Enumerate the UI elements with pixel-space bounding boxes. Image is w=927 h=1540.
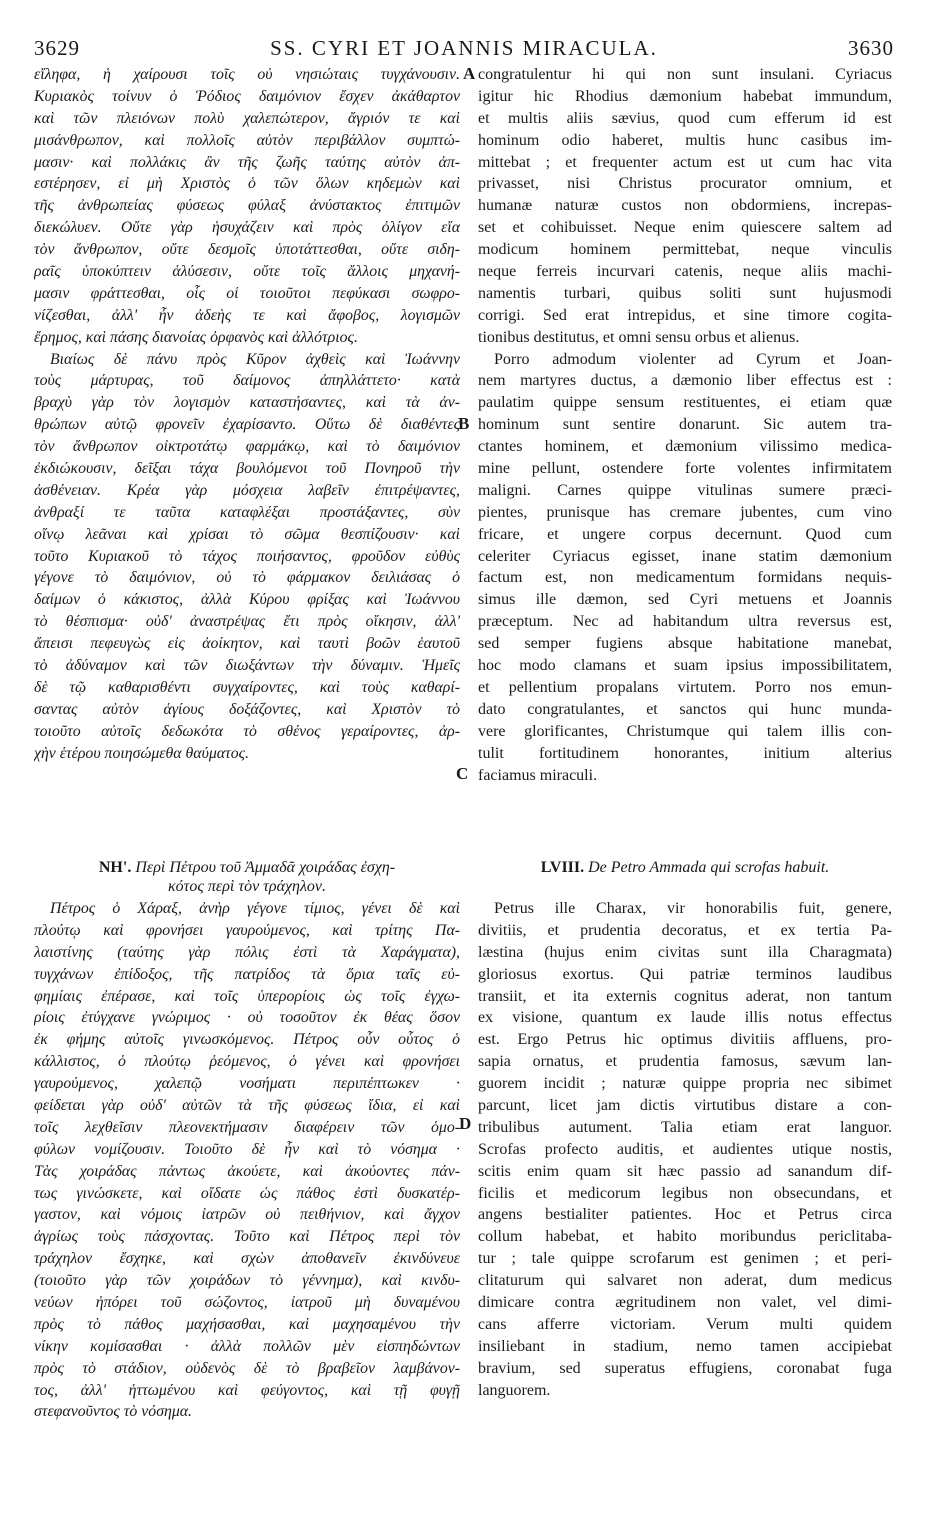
latin-section-title: De Petro Ammada qui scrofas habuit. — [588, 859, 830, 876]
greek-paragraph-3 — [34, 898, 460, 1423]
text-line: οἴνῳ λεᾶναι καὶ χρίσαι τὸ σῶμα θεσπίζουσιν· καὶ — [34, 525, 460, 543]
text-line: hominum odio haberet, multis hunc casibus im- — [478, 131, 892, 149]
greek-paragraph-2 — [34, 349, 460, 765]
text-line: set et cohibuisset. Neque enim quiescere saltem ad — [478, 219, 892, 237]
text-line: τὸ θέσπισμα· οὐδ' ἀναστρέψας ἔτι πρὸς οἴκησιν, ἀλλ' — [34, 613, 460, 631]
greek-column — [34, 64, 460, 765]
text-line: sed semper fugiens absque habitatione manebat, — [478, 635, 892, 653]
text-line: dato congratulantes, et sanctos qui hunc munda- — [478, 700, 892, 718]
text-line: maligni. Carnes quippe vitulinas sumere præci- — [478, 481, 892, 499]
text-line: fricare, et ungere corpus decernunt. Quod cum — [478, 525, 892, 543]
text-line: τράχηλον ἔσχηκε, καὶ σχὼν ἀποθανεῖν ἐκινδύνευε — [34, 1250, 460, 1268]
text-line: clitaturum qui salvaret non aderat, dum medicus — [478, 1272, 892, 1290]
text-line: διεκώλυεν. Οὔτε γὰρ ἡσυχάζειν καὶ πρὸς ὀλίγον εἴα — [34, 219, 460, 237]
text-line: transiit, et ita externis cognitus aderat, non tantum — [478, 987, 892, 1005]
text-line: γαυρούμενος, χαλεπῷ νοσήματι περιπέπτωκεν · — [34, 1075, 460, 1093]
text-line: pientes, prunisque has cremare jubentes, cum vino — [478, 503, 892, 521]
text-line: δαίμων ὁ κάκιστος, ἀλλὰ Κύρου φρίξας καὶ Ἰωάννου — [34, 591, 460, 609]
text-line: factum est, non medicamentum formidans nequis- — [478, 569, 892, 587]
text-line: hoc modo clamans et suam ipsius impossibilitatem, — [478, 657, 892, 675]
text-line: tionibus destitutus, et omni sensu orbus et alienus. — [478, 328, 800, 346]
text-line: præceptum. Nec ad habitandum ultra reversus est, — [478, 613, 892, 631]
text-line: celeriter Cyriacus egisset, inane statim dæmonium — [478, 547, 892, 565]
text-line: faciamus miraculi. — [478, 766, 598, 784]
text-line: bravium, sed superatus effugiens, coronabat fuga — [478, 1359, 892, 1377]
text-line: κάλλιστος, ὁ πλούτῳ ῥεόμενος, ὁ γένει καὶ φρονήσει — [34, 1053, 460, 1071]
text-line: insiliebant in stadium, nemo tamen accipiebat — [478, 1337, 892, 1355]
text-line: et multis aliis sævius, quod cum efferum id est — [478, 109, 892, 127]
text-line: εἴληφα, ἡ χαίρουσι τοῖς οὐ νησιώταις τυγχάνουσιν. — [34, 66, 460, 83]
text-line: mine pellunt, ostendere forte volentes infirmitatem — [478, 460, 892, 478]
text-line: divitiis, et prudentia decoratus, et ex tertia Pa- — [478, 921, 892, 939]
text-line: ἐκδιώκουσιν, δεῖξαι τάχα βουλόμενοι τοῦ Πονηροῦ τὴν — [34, 460, 460, 478]
text-line: τοῖς λεχθεῖσιν πλεονεκτήμασιν διαφέρειν τῶν ὁμο- — [34, 1118, 460, 1136]
page-number-left: 3629 — [34, 36, 80, 60]
text-line: et pellentium propalans virtutem. Porro nos emun- — [478, 678, 892, 696]
greek-section-title-line1: Περὶ Πέτρου τοῦ Ἀμμαδᾶ χοιράδας ἐσχη- — [135, 859, 396, 876]
text-line: tur ; tale quippe scrofarum est genimen ; et peri- — [478, 1250, 892, 1268]
text-line: (τοιοῦτο γὰρ τῶν χοιράδων τὸ γέννημα), καὶ κινδυ- — [34, 1272, 460, 1290]
text-line: ctantes hominem, et dæmonium vilissimo medica- — [478, 438, 892, 456]
text-line: ficilis et medicorum legibus non obsecundans, et — [478, 1184, 892, 1202]
text-line: τὸν ἄνθρωπον, οὔτε δεσμοῖς ὑποτάττεσθαι, οὔτε σιδη- — [34, 241, 460, 259]
text-line: καὶ τῶν πλειόνων πολὺ χαλεπώτερον, ἄγριόν τε καὶ — [34, 109, 460, 127]
text-line: ἄπεισι πεφευγὼς εἰς ἀοίκητον, καὶ ταυτὶ βοῶν ἑαυτοῦ — [34, 635, 460, 653]
margin-marker-d: D — [459, 1114, 472, 1133]
text-line: læstina (hujus enim civitas sunt illa Charagmata) — [478, 943, 892, 961]
text-line: est. Ergo Petrus hic optimus divitiis affluens, pro- — [478, 1031, 892, 1049]
text-line: σαντας αὐτὸν ἁγίους δοξάζοντες, καὶ Χριστὸν τὸ — [34, 700, 460, 718]
text-line: Τὰς χοιράδας πάντως ἀκούετε, καὶ ἀκούοντες πάν- — [34, 1162, 460, 1180]
greek-section-heading — [34, 858, 460, 896]
text-line: εστέρησεν, εἰ μὴ Χριστὸς ὁ τῶν ὅλων κηδεμὼν καὶ — [34, 175, 460, 193]
text-line: hominum sunt sentire donarunt. Sic autem tra- — [478, 416, 892, 434]
text-line: νίκην κομίσασθαι · ἀλλὰ πολλῶν μὲν εἰσπηδώντων — [34, 1337, 460, 1355]
text-line: angens bestialiter patientes. Hoc et Petrus circa — [478, 1206, 892, 1224]
text-line: humanæ naturæ custos non obdormiens, increpas- — [478, 197, 892, 215]
running-title: SS. CYRI ET JOANNIS MIRACULA. — [270, 36, 658, 60]
text-line: μισάνθρωπον, καὶ πολλοῖς αὐτὸν περιβάλλον συμπτώ- — [34, 131, 460, 149]
text-line: τοὺς μάρτυρας, τοῦ δαίμονος ἀπηλλάττετο· κατὰ — [34, 372, 460, 390]
text-line: scitis enim quam sit hæc passio ad sanandum dif- — [478, 1162, 892, 1180]
text-line: νεύων ἠπόρει τοῦ σώζοντος, ἰατροῦ μὴ δυναμένου — [34, 1294, 460, 1312]
text-line: ἀγρίως τοὺς πάσχοντας. Τοῦτο καὶ Πέτρος περὶ τὸν — [34, 1228, 460, 1246]
text-line: vere glorificantes, Christumque qui talem illis con- — [478, 722, 892, 740]
text-line: collum habebat, et habito moribundus periclitaba- — [478, 1228, 892, 1246]
text-line: mittebat ; et frequenter actum est ut cum hac vita — [478, 153, 892, 171]
text-line: namentis turbari, quibus soliti sunt hujusmodi — [478, 284, 892, 302]
text-line: τοῦτο Κυριακοῦ τὸ τάχος ποιήσαντος, φροῦδον εὐθὺς — [34, 547, 460, 565]
text-line: τυγχάνων ἐπίδοξος, τῆς πατρίδος τὰ ὅρια ταῖς εὐ- — [34, 965, 460, 983]
text-line: ἐκ φήμης αὐτοῖς γινωσκόμενος. Πέτρος οὖν οὗτος ὁ — [34, 1031, 460, 1049]
text-line: βραχὺ γὰρ τὸν λογισμὸν καταστήσαντες, καὶ τὰ ἀν- — [34, 394, 460, 412]
text-line: Petrus ille Charax, vir honorabilis fuit, genere, — [494, 900, 892, 917]
text-line: ρίοις ἐτύγχανε γνώριμος · οὐ τοσοῦτον ἐκ θέας ὅσον — [34, 1009, 460, 1027]
text-line: cans afferre victoriam. Verum multi quidem — [478, 1315, 892, 1333]
text-line: ἔρημος, καὶ πάσης διανοίας ὀρφανὸς καὶ ἀλλότριος. — [34, 328, 358, 346]
text-line: μασιν φράττεσθαι, οἷς οἱ τοιοῦτοι πεφύκασι σωφρο- — [34, 284, 460, 302]
text-line: γαστον, καὶ νόμοις ἰατρῶν οὐ πειθήνιον, καὶ ἄγχον — [34, 1206, 460, 1224]
margin-marker-c: C — [456, 764, 469, 783]
text-line: congratulentur hi qui non sunt insulani. Cyriacus — [478, 66, 892, 83]
page-number-right: 3630 — [848, 36, 894, 60]
text-line: πλούτῳ καὶ φρονήσει γαυρούμενος, καὶ τρίτης Πα- — [34, 921, 460, 939]
greek-section-title-line2: κότος περὶ τὸν τράχηλον. — [168, 878, 326, 895]
text-line: privasset, nisi Christus procurator omnium, et — [478, 175, 892, 193]
text-line: Πέτρος ὁ Χάραξ, ἀνὴρ γέγονε τίμιος, γένει δὲ καὶ — [50, 900, 460, 917]
text-line: guorem incidit ; naturæ quippe propria nec sibimet — [478, 1075, 892, 1093]
text-line: tribulibus autument. Talia etiam erat languor. — [478, 1118, 892, 1136]
page-header — [34, 36, 894, 66]
greek-column-lower — [34, 898, 460, 1423]
margin-marker-b: B — [458, 414, 470, 433]
margin-marker-a: A — [463, 64, 476, 83]
text-line: φύλων νομίζουσιν. Τοιοῦτο δὲ ἦν καὶ τὸ νόσημα · — [34, 1140, 460, 1158]
latin-section-heading — [478, 858, 892, 877]
text-line: gloriosus exortus. Qui patriæ terminos laudibus — [478, 965, 892, 983]
text-line: paulatim quippe sensum restituentes, ei etiam quæ — [478, 394, 892, 412]
text-line: Scrofas profecto auditis, et audientes utique nostis, — [478, 1140, 892, 1158]
text-line: χὴν ἑτέρου ποιησώμεθα θαύματος. — [34, 744, 249, 762]
text-line: neque ferreis incurvari catenis, neque aliis machi- — [478, 263, 892, 281]
latin-paragraph-1 — [478, 64, 892, 349]
text-line: δὲ τῷ καθαρισθέντι συγχαίροντες, καὶ τοὺς καθαρί- — [34, 678, 460, 696]
text-line: Porro admodum violenter ad Cyrum et Joan- — [494, 350, 892, 368]
text-line: parcunt, licet jam dictis virtutibus distare a con- — [478, 1097, 892, 1115]
text-line: Βιαίως δὲ πάνυ πρὸς Κῦρον ἀχθεὶς καὶ Ἰωάννην — [50, 350, 460, 368]
text-line: νίζεσθαι, ἀλλ' ἦν ἀδεὴς τε καὶ ἄφοβος, λογισμῶν — [34, 306, 460, 324]
text-line: γέγονε τὸ δαιμόνιον, οὐ τὸ φάρμακον δειλιάσας ὁ — [34, 569, 460, 587]
text-line: φημίαις ἐπέρασε, καὶ τοῖς ὑπερορίοις ὡς τοῖς ἐγχω- — [34, 987, 460, 1005]
text-line: nem martyres ductus, a dæmonio liber effectus est : — [478, 372, 892, 390]
latin-section-number: LVIII. — [540, 859, 585, 876]
latin-paragraph-3 — [478, 898, 892, 1401]
text-line: λαιστίνης (ταύτης γὰρ πόλις ἐστὶ τὰ Χαράγματα), — [34, 943, 460, 961]
greek-paragraph-1 — [34, 64, 460, 349]
text-line: ἀνθραξί τε ταῦτα καταφλέξαι προστάξαντες, σὺν — [34, 503, 460, 521]
text-line: simus ille dæmon, sed Cyri metuens et Joannis — [478, 591, 892, 609]
text-line: modicum hominem permittebat, neque vinculis — [478, 241, 892, 259]
text-line: ραῖς ὑποκύπτειν ἁλύσεσιν, οὔτε τοῖς ἄλλοις μηχανή- — [34, 263, 460, 281]
text-line: τὸν ἄνθρωπον οἰκτροτάτῳ φαρμάκῳ, καὶ τὸ δαιμόνιον — [34, 438, 460, 456]
latin-column — [478, 64, 892, 786]
text-line: τοιοῦτο αὐτοῖς δεδωκότα τὸ σθένος γεραίροντες, ἀρ- — [34, 722, 460, 740]
text-line: φείδεται γὰρ οὐδ' αὐτῶν τὰ τῆς φύσεως ἴδια, εἰ καὶ — [34, 1097, 460, 1115]
greek-section-number: ΝΗ'. — [98, 859, 132, 876]
text-line: πρὸς τὸ πάθος μαχήσασθαι, καὶ μαχησαμένου τὴν — [34, 1315, 460, 1333]
text-line: dimicare contra ægritudinem non valet, vel dimi- — [478, 1294, 892, 1312]
text-line: languorem. — [478, 1381, 551, 1399]
latin-column-lower — [478, 898, 892, 1401]
text-line: τως γινώσκετε, καὶ οἴδατε ὡς πάθος ἐστὶ δυσκατέρ- — [34, 1184, 460, 1202]
text-line: Κυριακὸς τοίνυν ὁ Ῥόδιος δαιμόνιον ἔσχεν ἀκάθαρτον — [34, 87, 460, 105]
text-line: corrigi. Sed erat intrepidus, et sine timore cogita- — [478, 306, 892, 324]
text-line: ἀσθένειαν. Κρέα γὰρ μόσχεια λαβεῖν ἐπιτρέψαντες, — [34, 481, 460, 499]
text-line: στεφανοῦντος τὸ νόσημα. — [34, 1403, 192, 1421]
text-line: sapia ornatus, et prudentia famosus, sævum lan- — [478, 1053, 892, 1071]
text-line: igitur hic Rhodius dæmonium habebat immundum, — [478, 87, 892, 105]
text-line: tulit fortitudinem honorantes, initium alterius — [478, 744, 892, 762]
text-line: τος, ἀλλ' ἡττωμένου καὶ φεύγοντος, καὶ τῇ φυγῇ — [34, 1381, 460, 1399]
text-line: θρώπων αὐτῷ φρονεῖν ἐχαρίσαντο. Οὕτω δὲ διαθέντες — [34, 416, 460, 434]
text-line: τὸ ἀδύναμον καὶ τῶν διωξάντων τὴν δύναμιν. Ἡμεῖς — [34, 657, 460, 675]
text-line: τῆς ἀνθρωπείας φύσεως φύλαξ ἀνύστακτος ἐπιτιμῶν — [34, 197, 460, 215]
text-line: μασιν· καὶ πολλάκις ἂν τῆς ζωῆς ταύτης αὐτὸν ἀπ- — [34, 153, 460, 171]
text-line: ex visione, quantum ex laude illis notus effectus — [478, 1009, 892, 1027]
latin-paragraph-2 — [478, 349, 892, 787]
text-line: πρὸς τὸ στάδιον, οὐδενὸς δὲ τὸ βραβεῖον λαμβάνον- — [34, 1359, 460, 1377]
